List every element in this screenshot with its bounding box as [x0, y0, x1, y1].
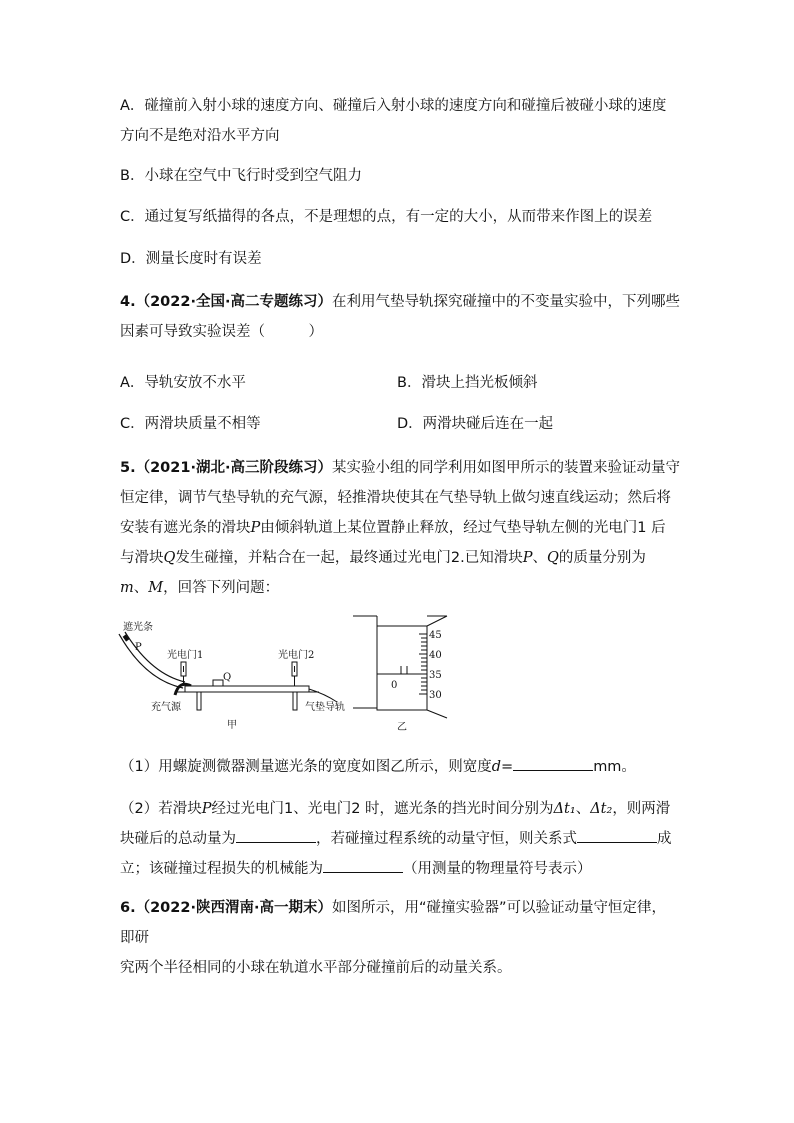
q4-option-c: C．两滑块质量不相等 — [120, 416, 261, 432]
q4-number: 4.（2022·全国·高二专题练习） — [120, 294, 332, 310]
q5-var-p2: P — [522, 550, 533, 566]
q6-number: 6.（2022·陕西渭南·高一期末） — [120, 900, 332, 916]
figure-yi — [353, 616, 447, 733]
figure-jia — [119, 620, 345, 731]
tick-45: 45 — [429, 630, 442, 641]
q5-sub1-unit: mm。 — [593, 759, 636, 775]
tick-35: 35 — [429, 670, 442, 681]
q5-sub2-line2c: 成 — [657, 831, 672, 847]
label-q: Q — [223, 672, 232, 683]
q5-stem-line4b: 发生碰撞，并粘合在一起，最终通过光电门2.已知滑块 — [175, 550, 523, 566]
q4-stem-line2: 因素可导致实验误差（ ） — [120, 324, 323, 340]
answer-blank-width[interactable] — [513, 756, 593, 771]
q5-var-big-m: M — [148, 580, 164, 596]
q5-sub2-var-p: P — [201, 801, 212, 817]
q5-sub2-line2a: 块碰后的总动量为 — [120, 831, 236, 847]
q5-sub2-line3b: （用测量的物理量符号表示） — [403, 861, 592, 877]
label-gate2: 光电门2 — [278, 650, 315, 661]
q4-option-d: D．两滑块碰后连在一起 — [397, 416, 554, 432]
label-chongqiyuan: 充气源 — [151, 702, 181, 713]
q5-sub1-eq: = — [501, 759, 514, 775]
q3-option-a-line1: A．碰撞前入射小球的速度方向、碰撞后入射小球的速度方向和碰撞后被碰小球的速度 — [120, 98, 667, 114]
q5-sub2-line2b: ，若碰撞过程系统的动量守恒，则关系式 — [316, 831, 577, 847]
question-6 — [120, 893, 680, 983]
q5-sub2-text2: 经过光电门1、光电门2 时，遮光条的挡光时间分别为 — [211, 801, 554, 817]
label-daogui: 气垫导轨 — [305, 702, 345, 713]
q5-var-m: m — [120, 580, 134, 596]
question-5 — [120, 453, 680, 603]
q5-sub2-text3: ，则两滑 — [612, 801, 671, 817]
answer-blank-energy[interactable] — [323, 858, 403, 873]
q6-stem-line1: 如图所示，用“碰撞实验器”可以验证动量守恒定律，即研 — [120, 900, 667, 946]
q5-stem-line3b: 由倾斜轨道上某位置静止释放，经过气垫导轨左侧的光电门1 后 — [260, 520, 666, 536]
label-zheguangtiao: 遮光条 — [123, 622, 153, 633]
label-p: P — [135, 642, 142, 653]
q4-option-b: B．滑块上挡光板倾斜 — [397, 375, 538, 391]
caption-jia: 甲 — [227, 720, 237, 731]
label-gate1: 光电门1 — [167, 650, 204, 661]
q5-stem-line3a: 安装有遮光条的滑块 — [120, 520, 251, 536]
q5-var-dt1: Δt₁ — [553, 801, 576, 817]
figure-apparatus — [115, 610, 455, 740]
q5-sub2-line3a: 立；该碰撞过程损失的机械能为 — [120, 861, 323, 877]
q3-option-b: B．小球在空气中飞行时受到空气阻力 — [120, 168, 362, 184]
q5-sep: 、 — [133, 580, 149, 596]
label-zero: 0 — [391, 680, 398, 691]
q3-option-a — [120, 91, 680, 151]
q5-sub1 — [120, 752, 680, 782]
q4-option-a: A．导轨安放不水平 — [120, 375, 246, 391]
q5-var-q2: Q — [547, 550, 559, 566]
q5-stem-line1: 某实验小组的同学利用如图甲所示的装置来验证动量守 — [331, 460, 680, 476]
q4-stem-line1: 在利用气垫导轨探究碰撞中的不变量实验中，下列哪些 — [331, 294, 680, 310]
q5-var-p: P — [250, 520, 261, 536]
q5-sub1-text: （1）用螺旋测微器测量遮光条的宽度如图乙所示，则宽度 — [120, 759, 492, 775]
q5-stem-line4c: 、 — [532, 550, 547, 566]
tick-30: 30 — [429, 690, 442, 701]
answer-blank-momentum[interactable] — [236, 828, 316, 843]
question-4 — [120, 287, 680, 347]
answer-blank-relation[interactable] — [577, 828, 657, 843]
q6-stem-line2: 究两个半径相同的小球在轨道水平部分碰撞前后的动量关系。 — [120, 960, 512, 976]
q5-var-dt2: Δt₂ — [590, 801, 613, 817]
q5-var-q: Q — [163, 550, 176, 566]
q5-stem-line2: 恒定律，调节气垫导轨的充气源，轻推滑块使其在气垫导轨上做匀速直线运动；然后将 — [120, 490, 671, 506]
q5-sub2-text1: （2）若滑块 — [120, 801, 202, 817]
q5-stem-line4d: 的质量分别为 — [558, 550, 646, 566]
q3-option-d: D．测量长度时有误差 — [120, 251, 262, 267]
q5-var-d: d — [491, 759, 502, 775]
q3-option-c: C．通过复写纸描得的各点，不是理想的点，有一定的大小，从而带来作图上的误差 — [120, 209, 653, 225]
q5-stem-line4a: 与滑块 — [120, 550, 164, 566]
q3-option-a-line2: 方向不是绝对沿水平方向 — [120, 128, 280, 144]
q5-stem-line5: ，回答下列问题： — [163, 580, 280, 596]
tick-40: 40 — [429, 650, 442, 661]
caption-yi: 乙 — [397, 722, 407, 733]
q5-number: 5.（2021·湖北·高三阶段练习） — [120, 460, 332, 476]
q5-sub2: （2）若滑块P经过光电门1、光电门2 时，遮光条的挡光时间分别为Δt₁、Δt₂，则两滑 块碰后的总动量为 ，若碰撞过程系统的动量守恒，则关系式 成 立；该碰撞过程损失的机械能为 （用测量的物理量符号表示） — [120, 801, 672, 877]
